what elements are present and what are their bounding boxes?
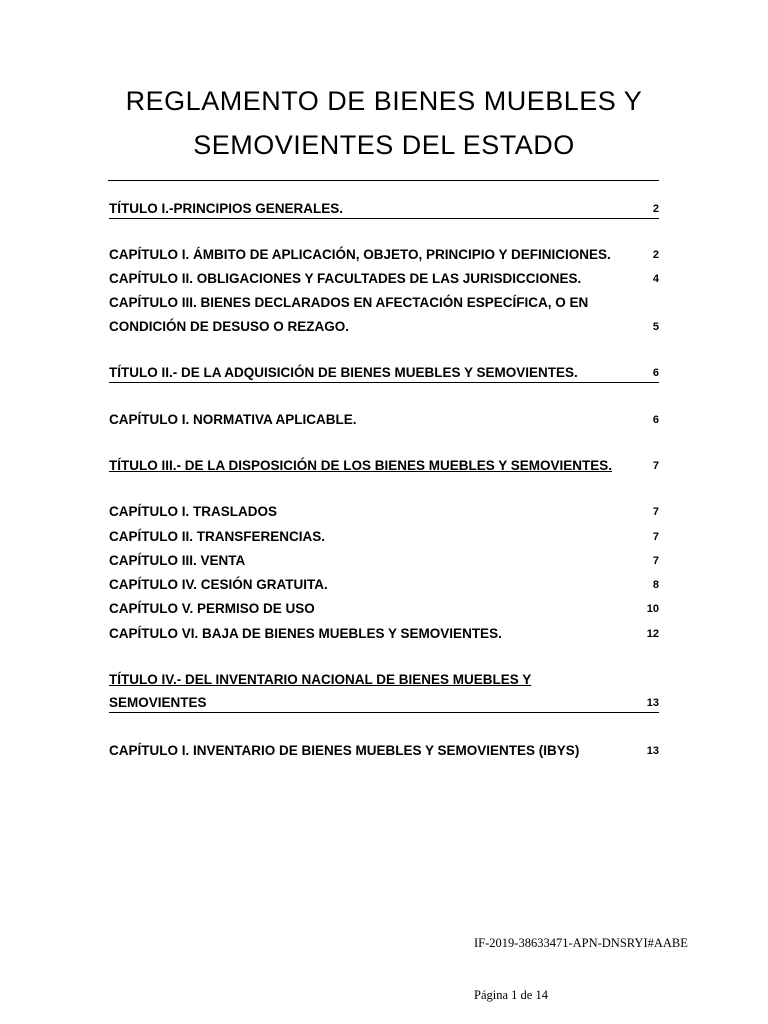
toc-entry-page: 13 <box>646 745 659 757</box>
toc-entry <box>109 626 659 642</box>
toc-entry-page: 2 <box>652 249 659 261</box>
toc-entry <box>109 601 659 617</box>
toc-entry <box>109 365 659 383</box>
toc-entry-text: CAPÍTULO II. OBLIGACIONES Y FACULTADES DE LAS JURISDICCIONES. <box>109 271 582 286</box>
toc-entry <box>109 743 659 759</box>
toc-entry-page: 12 <box>646 628 659 640</box>
toc-entry <box>109 458 659 474</box>
toc-entry <box>109 247 659 263</box>
document-id: IF-2019-38633471-APN-DNSRYI#AABE <box>474 936 688 950</box>
toc-entry-page: 10 <box>646 603 659 615</box>
toc-entry <box>109 577 659 593</box>
toc-entry-page: 8 <box>652 579 659 591</box>
toc-entry-page: 2 <box>652 203 659 215</box>
toc-entry-text: TÍTULO IV.- DEL INVENTARIO NACIONAL DE BIENES MUEBLES Y <box>109 672 532 687</box>
toc-entry-text: TÍTULO II.- DE LA ADQUISICIÓN DE BIENES MUEBLES Y SEMOVIENTES. <box>109 365 578 380</box>
toc-entry-page: 5 <box>652 321 659 333</box>
toc-entry-text: TÍTULO I.-PRINCIPIOS GENERALES. <box>109 201 344 216</box>
toc-entry-text: CAPÍTULO II. TRANSFERENCIAS. <box>109 529 326 544</box>
toc-entry-text: CAPÍTULO IV. CESIÓN GRATUITA. <box>109 577 328 592</box>
toc-entry-page: 6 <box>652 414 659 426</box>
toc-entry-continuation: SEMOVIENTES <box>109 695 207 710</box>
toc-entry-page: 7 <box>652 506 659 518</box>
toc-entry <box>109 553 659 569</box>
toc-entry-text: CAPÍTULO VI. BAJA DE BIENES MUEBLES Y SEMOVIENTES. <box>109 626 502 641</box>
toc-entry-page: 7 <box>652 555 659 567</box>
toc-entry-page: 6 <box>652 367 659 379</box>
toc-entry-page: 7 <box>652 460 659 472</box>
toc-entry-continuation: CONDICIÓN DE DESUSO O REZAGO. <box>109 319 350 334</box>
page-number: Página 1 de 14 <box>474 988 548 1002</box>
toc-entry-page: 4 <box>652 273 659 285</box>
toc-entry-text: CAPÍTULO I. ÁMBITO DE APLICACIÓN, OBJETO, PRINCIPIO Y DEFINICIONES. <box>109 247 611 262</box>
toc-entry <box>109 504 659 520</box>
toc-entry-text: CAPÍTULO I. INVENTARIO DE BIENES MUEBLES Y SEMOVIENTES (IBYS) <box>109 743 580 758</box>
toc-entry <box>109 201 659 219</box>
toc-entry-text: CAPÍTULO V. PERMISO DE USO <box>109 601 315 616</box>
toc-entry <box>109 319 659 335</box>
document-title-line-1: REGLAMENTO DE BIENES MUEBLES Y <box>125 86 643 116</box>
toc-entry <box>109 695 659 713</box>
toc-entry-page: 7 <box>652 531 659 543</box>
toc-entry <box>109 529 659 545</box>
toc-entry-text: CAPÍTULO III. BIENES DECLARADOS EN AFECTACIÓN ESPECÍFICA, O EN <box>109 295 589 310</box>
document-title-line-2: SEMOVIENTES DEL ESTADO <box>193 130 575 160</box>
toc-entry-text: TÍTULO III.- DE LA DISPOSICIÓN DE LOS BIENES MUEBLES Y SEMOVIENTES. <box>109 458 613 473</box>
toc-entry-page: 13 <box>646 697 659 709</box>
toc-entry <box>109 412 659 428</box>
toc-entry <box>109 271 659 287</box>
toc-entry-text: CAPÍTULO I. NORMATIVA APLICABLE. <box>109 412 357 427</box>
toc-entry-text: CAPÍTULO III. VENTA <box>109 553 246 568</box>
toc-entry-text: CAPÍTULO I. TRASLADOS <box>109 504 277 519</box>
